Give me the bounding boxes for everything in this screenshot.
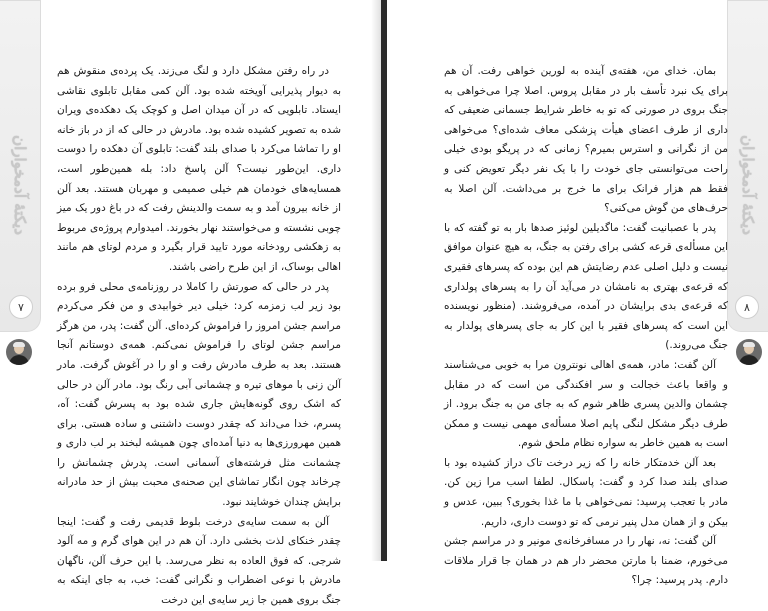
left-book-title: دیکتهٔ آدمخواران xyxy=(11,135,29,235)
paragraph: پدر با عصبانیت گفت: ماگدیلین لوئیز صدها بار به تو گفته که با این مسأله‌ی قرعه کشی برای رفتن به جنگ، به هیچ عنوان موافق نیست و دلیل اصلی عدم رضایتش هم این بوده که پسرهای فقیری که قرعه‌ی بهتری به نامشان در می‌آید آن را به پسرهای پولداری که قرعه‌ی بدی برایشان در آمده، می‌فروشند. (منظور نویسنده این است که پسرهای فقیر با این کار به جای پسرهای پولدار به جنگ می‌روند.) xyxy=(444,221,728,352)
paragraph: بعد آلن خدمتکار خانه را که زیر درخت تاک دراز کشیده بود با صدای بلند صدا کرد و گفت: پاسکال. لطفا اسب مرا زین کن. مادر با تعجب پرسید: نمی‌خواهی با ما غذا بخوری؟ ببین، عدس و بیکن و از همان مدل پنیر نرمی که تو دوست داری، داریم. xyxy=(444,456,728,528)
paragraph: در راه رفتن مشکل دارد و لنگ می‌زند. یک پرده‌ی منقوش هم به دیوار پذیرایی آویخته شده بود. آلن کمی مقابل تابلوی نقاشی ایستاد. تابلویی که در آن میدان اصل و کوچک یک دهکده‌ی ویران شده به تصویر کشیده شده بود. مادرش در حالی که از در باز خانه او را تماشا می‌کرد با صدای بلند گفت: تابلوی آن دهکده را دوست داری. این‌طور نیست؟ آلن پاسخ داد: بله همین‌طور است، همسایه‌های خودمان هم خیلی صمیمی و مهربان هستند. بعد آلن از خانه بیرون آمد و به سمت والدینش رفت که در باغ دور یک میز چوبی نشسته و می‌خواستند نهار بخورند. امیدوارم پروژه‌ی مربوط به زهکشی رودخانه مورد تایید قرار بگیرد و مردم لوتای هم مانند اهالی بوساک، از این طرح راضی باشند. xyxy=(57,65,341,273)
left-page-number: ۷ xyxy=(9,295,33,319)
paragraph: آلن گفت: مادر، همه‌ی اهالی نونترون مرا به خوبی می‌شناسند و واقعا باعث خجالت و سر افکندگی من است که در مقابل چشمان والدین پسری ظاهر شوم که به جای من به جنگ برود. از طرف دیگر مشکل لنگی پایم اصلا مسأله‌ی مهمی نیست و ممکن است به همین خاطر به سواره نظام ملحق شوم. xyxy=(444,358,728,450)
author-avatar-icon xyxy=(6,339,32,365)
paragraph: آلن به سمت سایه‌ی درخت بلوط قدیمی رفت و گفت: اینجا چقدر خنکای لذت بخشی دارد. آن هم در این هوای گرم و مه آلود شرجی. که فوق العاده به نظر می‌رسد. با این حرف آلن، ناگهان مادرش با نوعی اضطراب و نگرانی گفت: خب، به جای اینکه به جنگ بروی همین جا زیر سایه‌ی این درخت xyxy=(57,515,341,607)
right-page xyxy=(387,0,768,587)
left-side-title xyxy=(0,120,40,250)
author-avatar-icon xyxy=(736,339,762,365)
right-page-text xyxy=(444,62,728,591)
paragraph: پدر در حالی که صورتش را کاملا در روزنامه‌ی محلی فرو برده بود زیر لب زمزمه کرد: خیلی دیر خوابیدی و من فکر می‌کردم مراسم جشن امروز را فراموش کرده‌ای. آلن گفت: پدر، من هرگز مراسم جشن لوتای را فراموش نمی‌کنم. همه‌ی دوستانم آنجا هستند. بعد به طرف مادرش رفت و او را در آغوش گرفت. مادر آلن زنی با موهای تیره و چشمانی آبی رنگ بود. مادر آلن در حالی که اشک روی گونه‌هایش جاری شده بود به پسرش گفت: آه، پسرم، خدا می‌داند که چقدر دوست داشتنی و ساده هستی. برای همین مهرورزی‌ها به دنیا آمده‌ای چون همیشه لبخند بر لب داری و چشمانت مثل فرشته‌های آسمانی است. پدرش چشمانش را چرخاند چون انگار تماشای این صحنه‌ی محبت بیش از حد مادرانه برایش چندان خوشایند نبود. xyxy=(57,280,341,509)
right-side-title xyxy=(728,120,768,250)
paragraph: آلن گفت: نه، نهار را در مسافرخانه‌ی مونیر و در مراسم جشن می‌خورم، ضمنا با مارتن محضر دار هم در همان جا قرار ملاقات دارم. پدر پرسید: چرا؟ xyxy=(444,535,728,587)
gutter-shade-left xyxy=(371,0,381,561)
right-book-title: دیکتهٔ آدمخواران xyxy=(739,135,757,235)
right-page-number: ۸ xyxy=(735,295,759,319)
left-page xyxy=(0,0,381,607)
left-page-text xyxy=(57,62,341,611)
paragraph: بمان. خدای من، هفته‌ی آینده به لورین خواهی رفت. آن هم برای یک نبرد تأسف بار در مقابل پروس. اصلا چرا می‌خواهی به جنگ بروی در صورتی که تو به خاطر شرایط جسمانی ضعیفی که داری از طرف اعضای هیأت پزشکی معاف شده‌ای؟ می‌خواهی من از نگرانی و استرس بمیرم؟ زمانی که در پریگو بودی خیلی راحت می‌توانستی جای خودت را با یک نفر دیگر تعویض کنی و فقط هم هزار فرانک برای ما خرج بر می‌داشت. آلن اصلا به حرف‌های من گوش می‌کنی؟ xyxy=(444,65,728,215)
